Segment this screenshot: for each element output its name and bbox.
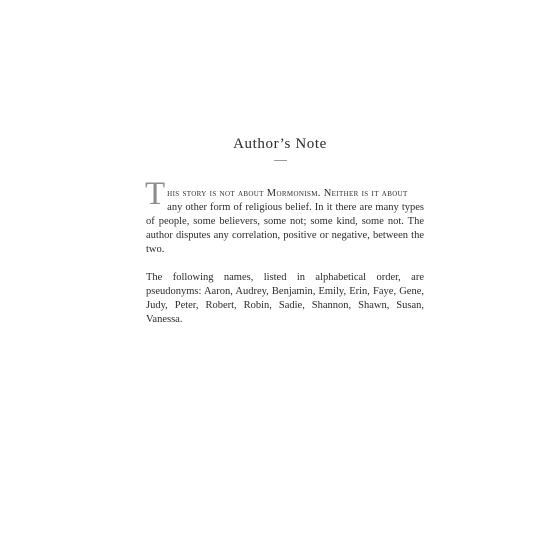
title-divider [274,160,287,161]
paragraph-2: The following names, listed in alphabetical order, are pseudonyms: Aaron, Audrey, Benjamin, Emily, Erin, Faye, Gene, Judy, Peter, Robert, Robin, Sadie, Shannon, Shawn, Susan, Vanessa. [146,272,424,325]
paragraph-1 [145,176,424,257]
page-title: Author’s Note [233,136,327,152]
paragraph-1-body: any other form of religious belief. In it there are many types of people, some believers, some not; some kind, some not. The author disputes any correlation, positive or negative, between the two. [146,202,424,255]
paragraph-1-lead-in: his story is not about Mormonism. Neither is it about [167,188,408,199]
drop-cap: T [145,176,166,212]
note-body [145,176,424,327]
